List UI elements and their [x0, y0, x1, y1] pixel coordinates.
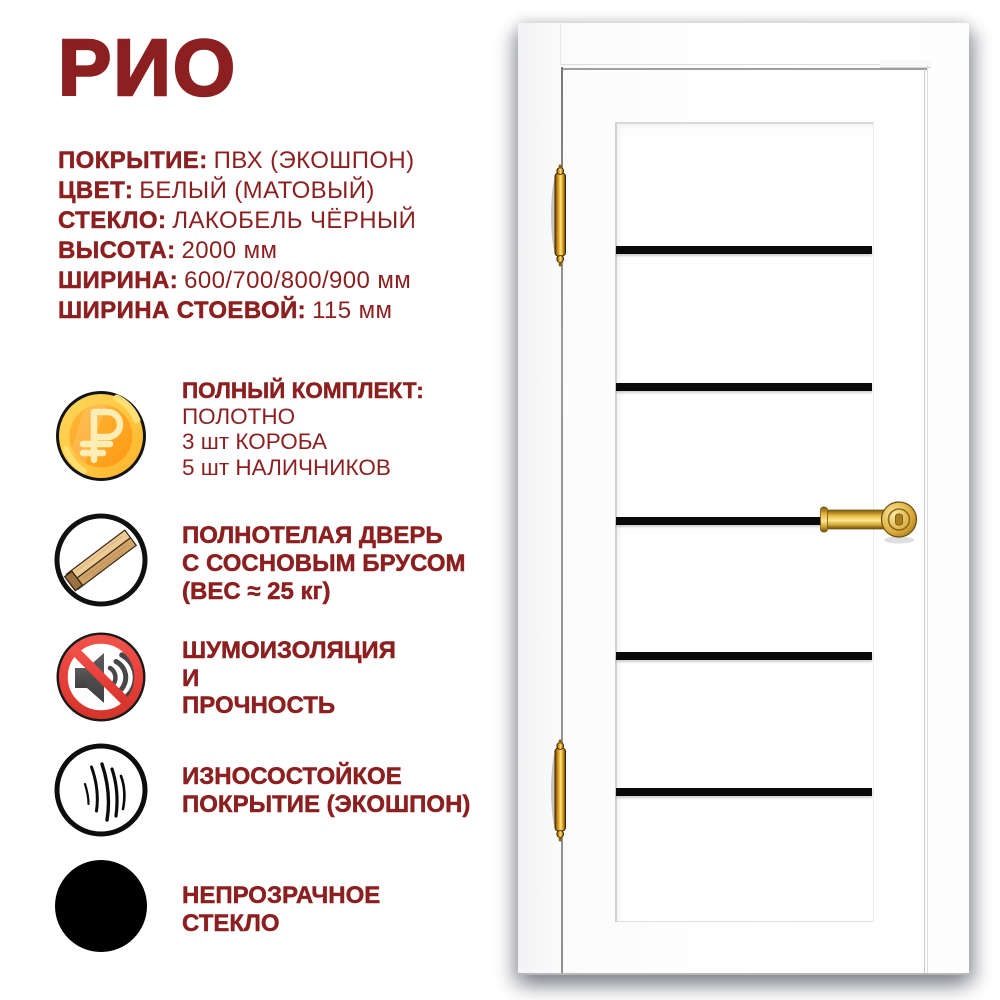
- spec-label: ВЫСОТА:: [58, 237, 176, 264]
- feature-line: ПОЛНЫЙ КОМПЛЕКТ:: [182, 378, 424, 403]
- spec-label: ШИРИНА:: [58, 267, 179, 294]
- door-photo: [518, 23, 969, 975]
- feature-text: [182, 637, 396, 720]
- feature-line: ШУМОИЗОЛЯЦИЯ: [182, 637, 396, 664]
- door-hardware: [518, 23, 969, 975]
- spec-value: 2000 мм: [181, 237, 278, 264]
- hinge-top-icon: [551, 165, 566, 267]
- spec-label: ПОКРЫТИЕ:: [58, 147, 208, 174]
- spec-value: ПВХ (ЭКОШПОН): [213, 147, 415, 174]
- spec-list: [58, 146, 416, 326]
- spec-row: [58, 176, 416, 206]
- spec-label: ЦВЕТ:: [58, 177, 134, 204]
- spec-value: БЕЛЫЙ (МАТОВЫЙ): [139, 177, 375, 204]
- feature-line: ИЗНОСОСТОЙКОЕ: [182, 763, 402, 790]
- feature-line: (ВЕС ≈ 25 кг): [182, 578, 331, 605]
- feature-line: ПОКРЫТИЕ (ЭКОШПОН): [182, 791, 471, 818]
- feature-line: 5 шт НАЛИЧНИКОВ: [182, 454, 391, 480]
- feature-line: 3 шт КОРОБА: [182, 429, 328, 454]
- page-title: РИО: [58, 23, 238, 112]
- scratch-resistant-icon: [54, 743, 148, 837]
- spec-label: СТЕКЛО:: [58, 207, 167, 234]
- feature-line: ПРОЧНОСТЬ: [182, 692, 336, 719]
- spec-value: 115 мм: [312, 297, 393, 324]
- door-handle-icon: [821, 502, 917, 544]
- feature-text: [182, 378, 424, 480]
- feature-line: ПОЛНОТЕЛАЯ ДВЕРЬ: [182, 522, 443, 549]
- feature-line: И: [182, 664, 200, 692]
- spec-row: [58, 146, 416, 176]
- feature-line: НЕПРОЗРАЧНОЕ: [182, 882, 381, 909]
- hinge-bottom-icon: [551, 740, 566, 842]
- spec-value: ЛАКОБЕЛЬ ЧЁРНЫЙ: [172, 207, 417, 234]
- opaque-glass-icon: [54, 859, 148, 953]
- spec-label: ШИРИНА СТОЕВОЙ:: [58, 297, 307, 324]
- spec-row: [58, 206, 416, 236]
- feature-text: [182, 882, 380, 938]
- feature-line: ПОЛОТНО: [182, 403, 296, 429]
- feature-text: [182, 763, 470, 819]
- pine-beam-icon: [54, 513, 148, 607]
- spec-row: [58, 296, 416, 326]
- spec-value: 600/700/800/900 мм: [184, 267, 412, 294]
- no-sound-icon: [54, 630, 148, 724]
- spec-row: [58, 236, 416, 266]
- feature-line: СТЕКЛО: [182, 910, 280, 937]
- ruble-coin-icon: [54, 389, 148, 483]
- feature-line: С СОСНОВЫМ БРУСОМ: [182, 550, 466, 577]
- feature-text: [182, 522, 466, 606]
- spec-row: [58, 266, 416, 296]
- door-bottom-edge: [518, 973, 969, 975]
